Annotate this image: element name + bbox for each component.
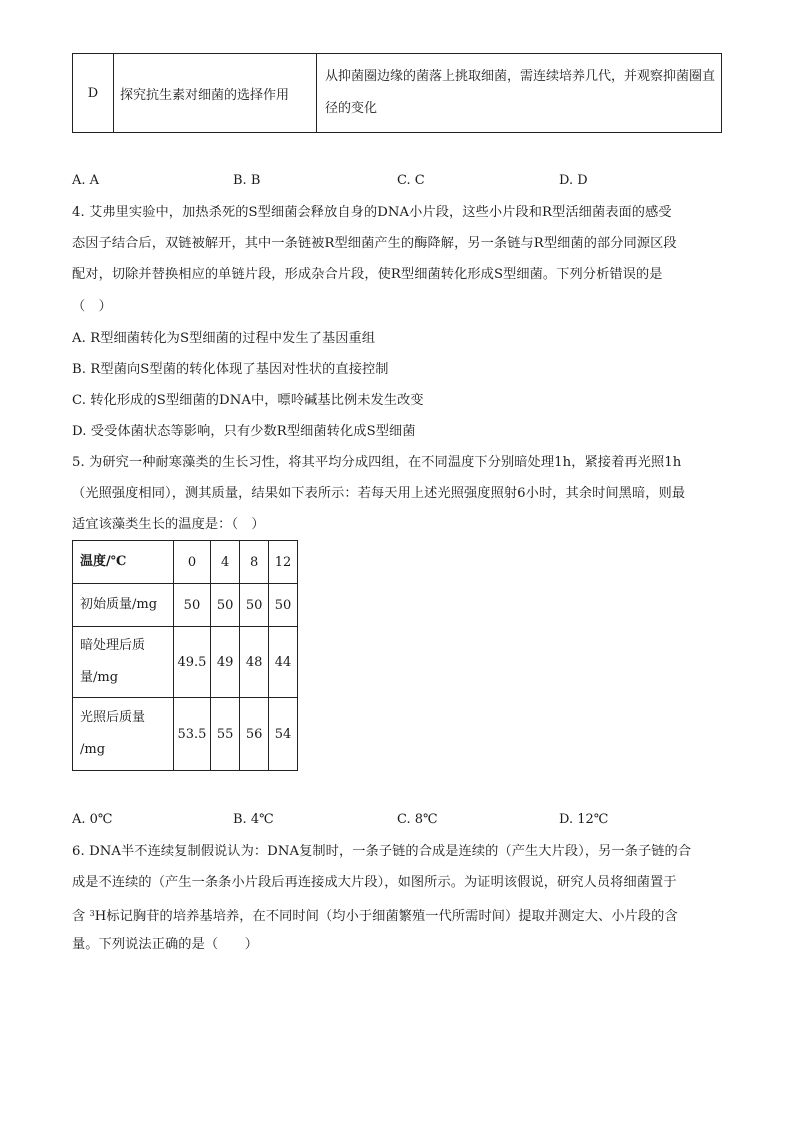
header-temp: 8 [240, 541, 269, 584]
table-cell: 50 [269, 584, 298, 627]
table-cell: 55 [211, 698, 240, 771]
q3-option-a[interactable]: A. A [72, 173, 100, 188]
q6-stem-line-4: 量。下列说法正确的是（ ） [72, 937, 259, 952]
q5-data-table [72, 540, 298, 771]
header-temp: 12 [269, 541, 298, 584]
row-label-line: 量/mg [80, 670, 119, 685]
q3-option-d[interactable]: D. D [559, 173, 588, 188]
table-cell: 44 [269, 627, 298, 698]
q6-stem-prefix: 含 [72, 909, 86, 924]
row-label [73, 627, 174, 698]
row-label-line: /mg [80, 742, 106, 757]
row-topic: 探究抗生素对细菌的选择作用 [114, 54, 317, 133]
q5-option-b[interactable]: B. 4℃ [233, 812, 274, 827]
table-cell: 49 [211, 627, 240, 698]
q4-option-b[interactable]: B. R型菌向S型菌的转化体现了基因对性状的直接控制 [72, 362, 389, 377]
table-cell: 48 [240, 627, 269, 698]
table-cell: 53.5 [173, 698, 211, 771]
row-letter: D [73, 54, 114, 133]
table-cell: 49.5 [173, 627, 211, 698]
header-label: 温度/℃ [73, 541, 174, 584]
q5-option-d[interactable]: D. 12℃ [559, 812, 609, 827]
q5-stem-line-2: （光照强度相同），测其质量，结果如下表所示：若每天用上述光照强度照射6小时，其余时间黑暗，则最 [72, 486, 686, 501]
row-label-line: 暗处理后质 [80, 638, 146, 653]
q4-stem-line-4: （ ） [72, 299, 112, 314]
q3-option-b[interactable]: B. B [233, 173, 261, 188]
row-method: 从抑菌圈边缘的菌落上挑取细菌，需连续培养几代，并观察抑菌圈直径的变化 [317, 54, 722, 133]
q4-stem-line-2: 态因子结合后，双链被解开，其中一条链被R型细菌产生的酶降解，另一条链与R型细菌的部分同源区段 [72, 236, 677, 251]
q4-stem-line-3: 配对，切除并替换相应的单链片段，形成杂合片段，使R型细菌转化形成S型细菌。下列分析错误的是 [72, 267, 663, 282]
q4-option-a[interactable]: A. R型细菌转化为S型细菌的过程中发生了基因重组 [72, 331, 376, 346]
table-cell: 50 [211, 584, 240, 627]
q5-option-a[interactable]: A. 0℃ [72, 812, 113, 827]
table-row [73, 698, 298, 771]
table-row [73, 627, 298, 698]
q6-stem-rest: H标记胸苷的培养基培养，在不同时间（均小于细菌繁殖一代所需时间）提取并测定大、小片段的含 [94, 909, 678, 924]
q3-option-table [72, 53, 722, 133]
q3-option-c[interactable]: C. C [397, 173, 425, 188]
q5-stem-line-1: 5. 为研究一种耐寒藻类的生长习性，将其平均分成四组，在不同温度下分别暗处理1h，紧接着再光照1h [72, 455, 682, 470]
table-row [73, 584, 298, 627]
q5-stem-line-3: 适宜该藻类生长的温度是：（ ） [72, 517, 265, 532]
q4-option-c[interactable]: C. 转化形成的S型细菌的DNA中，嘌呤碱基比例未发生改变 [72, 393, 424, 408]
row-label-line: 光照后质量 [80, 710, 146, 725]
q5-option-c[interactable]: C. 8℃ [397, 812, 438, 827]
row-label: 初始质量/mg [73, 584, 174, 627]
row-label [73, 698, 174, 771]
table-cell: 50 [173, 584, 211, 627]
table-cell: 56 [240, 698, 269, 771]
table-cell: 54 [269, 698, 298, 771]
q6-stem-line-1: 6. DNA半不连续复制假说认为：DNA复制时，一条子链的合成是连续的（产生大片段），另一条子链的合 [72, 844, 692, 859]
header-temp: 0 [173, 541, 211, 584]
table-row [73, 54, 722, 133]
q4-option-d[interactable]: D. 受受体菌状态等影响，只有少数R型细菌转化成S型细菌 [72, 424, 416, 439]
q6-stem-line-2: 成是不连续的（产生一条条小片段后再连接成大片段），如图所示。为证明该假说，研究人员将细菌置于 [72, 875, 677, 890]
q6-stem-line-3 [72, 904, 678, 927]
table-cell: 50 [240, 584, 269, 627]
isotope-mass-number: 3 [89, 909, 95, 918]
header-temp: 4 [211, 541, 240, 584]
q4-stem-line-1: 4. 艾弗里实验中，加热杀死的S型细菌会释放自身的DNA小片段，这些小片段和R型活细菌表面的感受 [72, 205, 672, 220]
table-row [73, 541, 298, 584]
